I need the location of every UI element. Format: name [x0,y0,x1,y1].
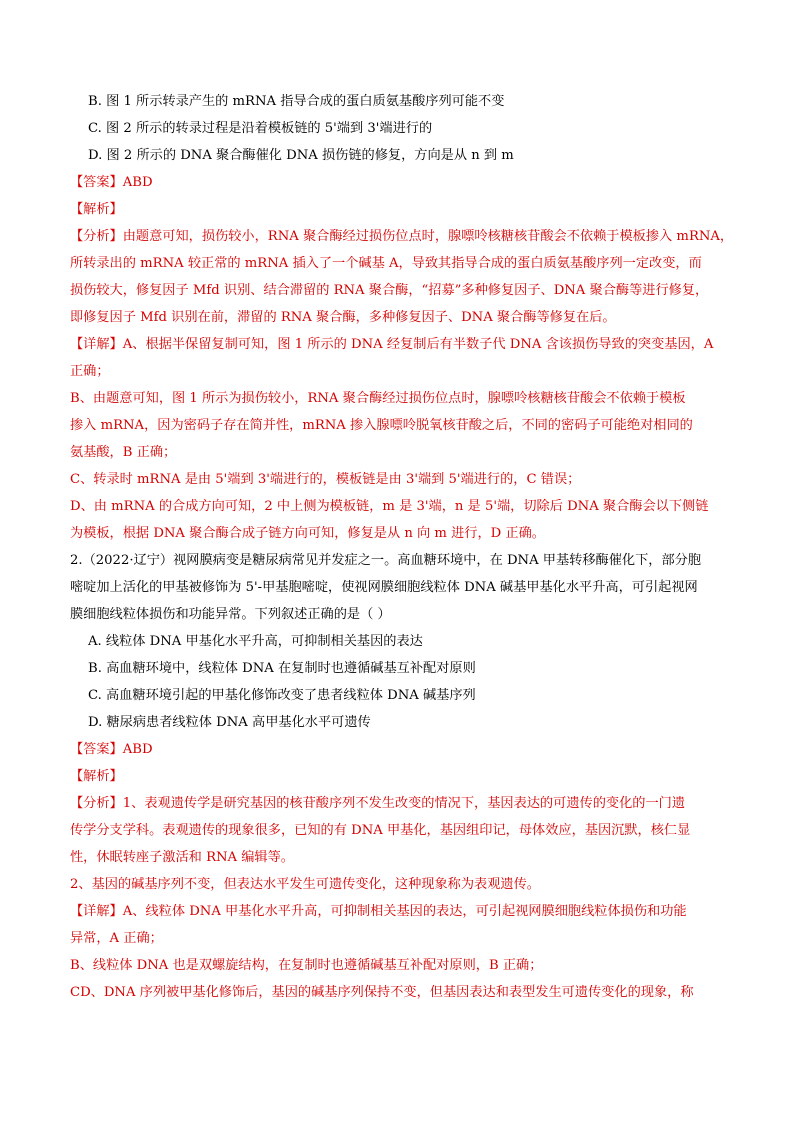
q2-fenxi-line: 性，休眠转座子激活和 RNA 编辑等。 [70,850,294,865]
q1-detail-line: 氨基酸，B 正确； [70,445,177,460]
q2-stem-line: 膜细胞线粒体损伤和功能异常。下列叙述正确的是（ ） [70,607,391,622]
q1-detail-line: B、由题意可知，图 1 所示为损伤较小，RNA 聚合酶经过损伤位点时，腺嘌呤核糖核苷酸会不依赖于模板 [70,391,686,406]
q1-detail-line: 正确； [70,364,110,379]
detail-tag: 【详解】 [70,337,123,352]
q2-option-c: C. 高血糖环境引起的甲基化修饰改变了患者线粒体 DNA 碱基序列 [88,688,476,703]
q2-analysis-tag: 【解析】 [70,769,123,784]
detail-tag: 【详解】 [70,904,123,919]
answer-value: ABD [122,175,153,190]
q2-option-b: B. 高血糖环境中，线粒体 DNA 在复制时也遵循碱基互补配对原则 [88,661,476,676]
fenxi-tag: 【分析】 [70,796,123,811]
q1-option-d: D. 图 2 所示的 DNA 聚合酶催化 DNA 损伤链的修复，方向是从 n 到 m [88,148,514,163]
q1-option-c: C. 图 2 所示的转录过程是沿着模板链的 5'端到 3'端进行的 [88,121,433,136]
q2-stem-line: 2.（2022·辽宁）视网膜病变是糖尿病常见并发症之一。高血糖环境中，在 DNA 甲基转移酶催化下，部分胞 [70,553,702,568]
q1-fenxi-line: 所转录出的 mRNA 较正常的 mRNA 插入了一个碱基 A，导致其指导合成的蛋白质氨基酸序列一定改变，而 [70,256,702,271]
q2-stem-line: 嘧啶加上活化的甲基被修饰为 5'-甲基胞嘧啶，使视网膜细胞线粒体 DNA 碱基甲基化水平升高，可引起视网 [70,580,698,595]
q2-fenxi-line: 【分析】1、表观遗传学是研究基因的核苷酸序列不发生改变的情况下，基因表达的可遗传的变化的一门遗 [70,796,686,811]
q1-detail-line: C、转录时 mRNA 是由 5'端到 3'端进行的，模板链是由 3'端到 5'端进行的，C 错误； [70,472,581,487]
q1-fenxi-line: 损伤较大，修复因子 Mfd 识别、结合滞留的 RNA 聚合酶，“招募”多种修复因子、DNA 聚合酶等进行修复， [70,283,709,298]
q1-fenxi-line: 即修复因子 Mfd 识别在前，滞留的 RNA 聚合酶，多种修复因子、DNA 聚合酶等修复在后。 [70,310,616,325]
q2-detail-line: B、线粒体 DNA 也是双螺旋结构，在复制时也遵循碱基互补配对原则，B 正确； [70,958,543,973]
document-page [70,88,750,1006]
q2-option-a: A. 线粒体 DNA 甲基化水平升高，可抑制相关基因的表达 [88,634,423,649]
q1-fenxi-line: 【分析】由题意可知，损伤较小，RNA 聚合酶经过损伤位点时，腺嘌呤核糖核苷酸会不依赖于模板掺入 mRNA， [70,229,734,244]
q2-detail-line: 【详解】A、线粒体 DNA 甲基化水平升高，可抑制相关基因的表达，可引起视网膜细胞线粒体损伤和功能 [70,904,687,919]
q2-answer [70,736,750,763]
q2-fenxi-line: 2、基因的碱基序列不变，但表达水平发生可遗传变化，这种现象称为表观遗传。 [70,877,540,892]
q1-option-b: B. 图 1 所示转录产生的 mRNA 指导合成的蛋白质氨基酸序列可能不变 [88,94,505,109]
fenxi-tag: 【分析】 [70,229,123,244]
q1-detail-line: 为模板，根据 DNA 聚合酶合成子链方向可知，修复是从 n 向 m 进行，D 正确。 [70,526,545,541]
q2-fenxi-line: 传学分支学科。表观遗传的现象很多，已知的有 DNA 甲基化，基因组印记，母体效应，基因沉默，核仁显 [70,823,691,838]
q2-option-d: D. 糖尿病患者线粒体 DNA 高甲基化水平可遗传 [88,715,371,730]
q1-detail-line: 掺入 mRNA，因为密码子存在简并性，mRNA 掺入腺嘌呤脱氧核苷酸之后，不同的密码子可能绝对相同的 [70,418,693,433]
answer-tag: 【答案】 [70,742,123,757]
q2-detail-line: 异常，A 正确； [70,931,163,946]
q1-analysis-tag: 【解析】 [70,202,123,217]
q1-detail-line: 【详解】A、根据半保留复制可知，图 1 所示的 DNA 经复制后有半数子代 DNA 含该损伤导致的突变基因，A [70,337,714,352]
answer-tag: 【答案】 [70,175,123,190]
q1-detail-line: D、由 mRNA 的合成方向可知，2 中上侧为模板链，m 是 3'端，n 是 5'端，切除后 DNA 聚合酶会以下侧链 [70,499,709,514]
answer-value: ABD [122,742,153,757]
q1-answer [70,169,750,196]
q2-detail-line: CD、DNA 序列被甲基化修饰后，基因的碱基序列保持不变，但基因表达和表型发生可遗传变化的现象，称 [70,985,694,1000]
